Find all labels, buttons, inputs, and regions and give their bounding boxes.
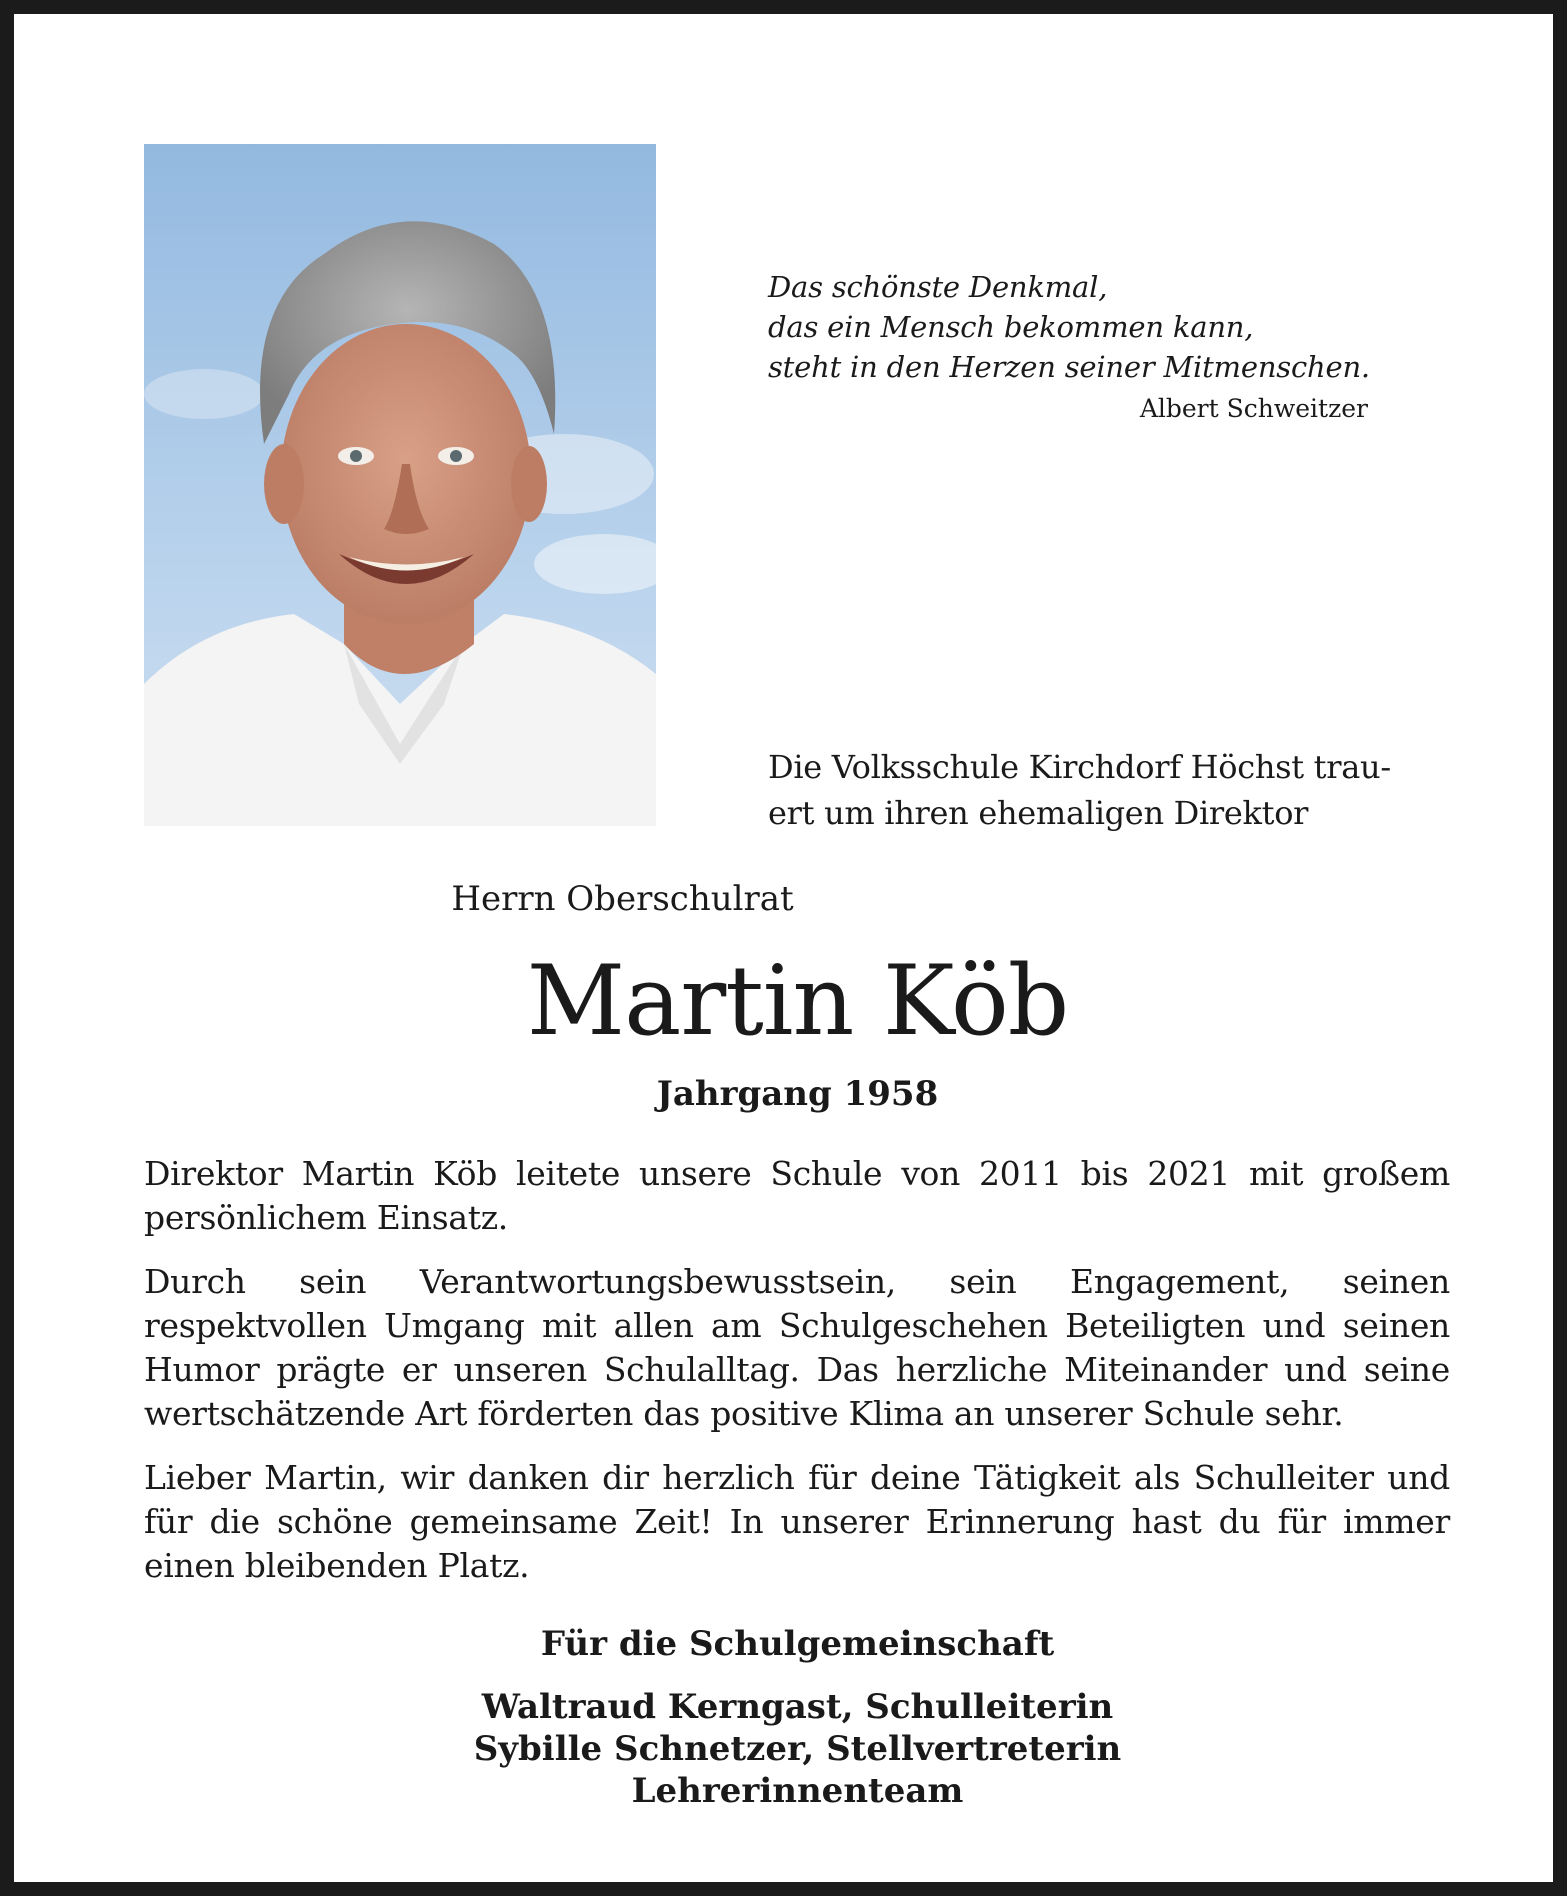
intro-line: ert um ihren ehemaligen Direktor (768, 794, 1309, 832)
mourning-intro (768, 744, 1448, 836)
birth-year: Jahrgang 1958 (656, 1074, 939, 1114)
salutation: Herrn Oberschulrat (451, 879, 794, 919)
portrait-image (144, 144, 656, 826)
signoff-lead: Für die Schulgemeinschaft (540, 1624, 1055, 1664)
intro-line: Die Volksschule Kirchdorf Höchst trau- (768, 748, 1391, 786)
quote-author: Albert Schweitzer (1139, 394, 1368, 423)
body-paragraph: Lieber Martin, wir danken dir herzlich für deine Tätigkeit als Schulleiter und für die schöne gemeinsame Zeit! In unserer Erinnerung hast du für immer einen bleibenden Platz. (144, 1458, 1450, 1585)
quote-line: das ein Mensch bekommen kann, (768, 310, 1254, 344)
body-paragraph: Durch sein Verantwortungsbewusstsein, sein Engagement, seinen respektvollen Umgang mit allen am Schulgeschehen Beteiligten und seinen Humor prägte er unseren Schulalltag. Das herzliche Miteinander und seine wertschätzende Art förderten das positive Klima an unserer Schule sehr. (144, 1262, 1450, 1433)
quote-block (768, 267, 1418, 427)
body-paragraph: Direktor Martin Köb leitete unsere Schule von 2011 bis 2021 mit großem persönlichem Einsatz. (144, 1154, 1450, 1237)
signatory-line: Sybille Schnetzer, Stellvertreterin (473, 1729, 1122, 1769)
signatory-line: Waltraud Kerngast, Schulleiterin (481, 1687, 1114, 1727)
portrait-photo (144, 144, 656, 826)
quote-line: Das schönste Denkmal, (768, 270, 1108, 304)
obituary-body (144, 1152, 1450, 1608)
signoff-block (14, 1622, 1567, 1812)
signatory-line: Lehrerinnenteam (631, 1771, 964, 1811)
quote-line: steht in den Herzen seiner Mitmenschen. (768, 350, 1370, 384)
deceased-name: Martin Köb (526, 945, 1069, 1057)
